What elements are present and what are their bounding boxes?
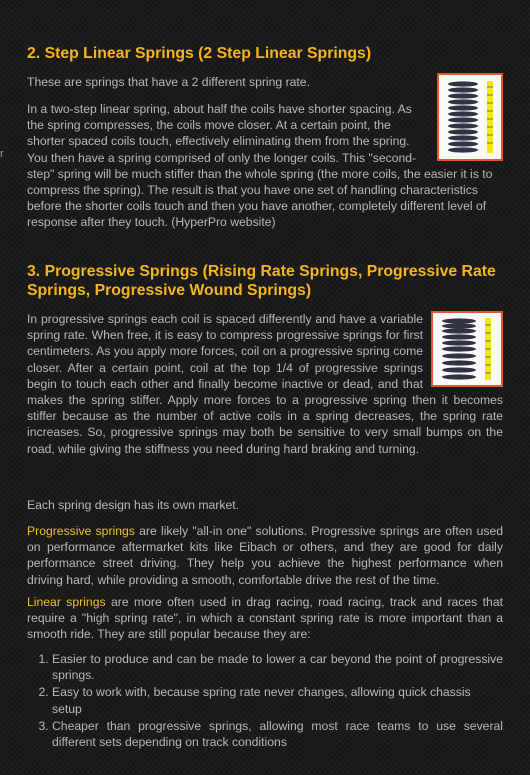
progressive-market-paragraph bbox=[27, 523, 503, 588]
list-item: 3. Cheaper than progressive springs, allowing most race teams to use several different sets depending on track conditions bbox=[52, 718, 503, 750]
progressive-body: In progressive springs each coil is spaced differently and have a variable spring rate. When free, it is easy to compress progressive springs for first centimeters. As you apply more forces, coil on a progressive spring come closer. After a certain point, coil at the top 1/4 of progressive springs begin to touch each other and finally become inactive or dead, and that makes the spring stiffer. Apply more forces to a progressive spring then it becomes stiffer because as the number of active coils in a spring decreases, the spring rate increases. So, progressive springs may both be sensitive to very small bumps on the road, while giving the stiffness you need during hard braking and turning. bbox=[27, 312, 503, 456]
progressive-body-wrap bbox=[27, 311, 503, 457]
step-linear-body-wrap bbox=[27, 101, 503, 231]
progressive-springs-text: are likely "all-in one" solutions. Progressive springs are often used on performance aftermarket kits like Eibach or others, and they are good for daily performance street driving. They help you achieve the highest performance when driving hard, while providing a smooth, comfortable drive the rest of the time. bbox=[27, 524, 504, 587]
linear-market-paragraph bbox=[27, 594, 503, 643]
progressive-spring-icon bbox=[431, 311, 503, 387]
step-linear-intro: These are springs that have a 2 different spring rate. bbox=[27, 75, 310, 89]
step-linear-body: In a two-step linear spring, about half the coils have shorter spacing. As the spring compresses, the coils move closer. At a certain point, the shorter spaced coils touch, effectively eliminating them from the spring. You then have a spring comprised of only the longer coils. This "second-step" spring will be much stiffer than the whole spring (the more coils, the easier it is to compress the spring). The result is that you have one set of handling characteristics before the shorter coils touch and then you have another, completely different level of response after they touch. (HyperPro website) bbox=[27, 102, 493, 230]
list-item: 1. Easier to produce and can be made to lower a car beyond the point of progressive springs. bbox=[52, 651, 503, 683]
edge-mark: r bbox=[0, 148, 4, 160]
list-item: 2. Easy to work with, because spring rate never changes, allowing quick chassis setup bbox=[52, 684, 503, 716]
linear-reasons-list bbox=[27, 651, 503, 751]
linear-springs-text: are more often used in drag racing, road racing, track and races that require a "high spring rate", in which a constant spring rate is more important than a smooth ride. They are still popular because they are: bbox=[27, 595, 503, 642]
progressive-heading: 3. Progressive Springs (Rising Rate Springs, Progressive Rate Springs, Progressive Wound Springs) bbox=[27, 263, 496, 299]
progressive-springs-label: Progressive springs bbox=[27, 524, 135, 538]
two-step-linear-spring-icon bbox=[437, 73, 503, 161]
market-intro: Each spring design has its own market. bbox=[27, 498, 240, 512]
linear-springs-label: Linear springs bbox=[27, 595, 106, 609]
step-linear-heading: 2. Step Linear Springs (2 Step Linear Springs) bbox=[27, 45, 372, 62]
